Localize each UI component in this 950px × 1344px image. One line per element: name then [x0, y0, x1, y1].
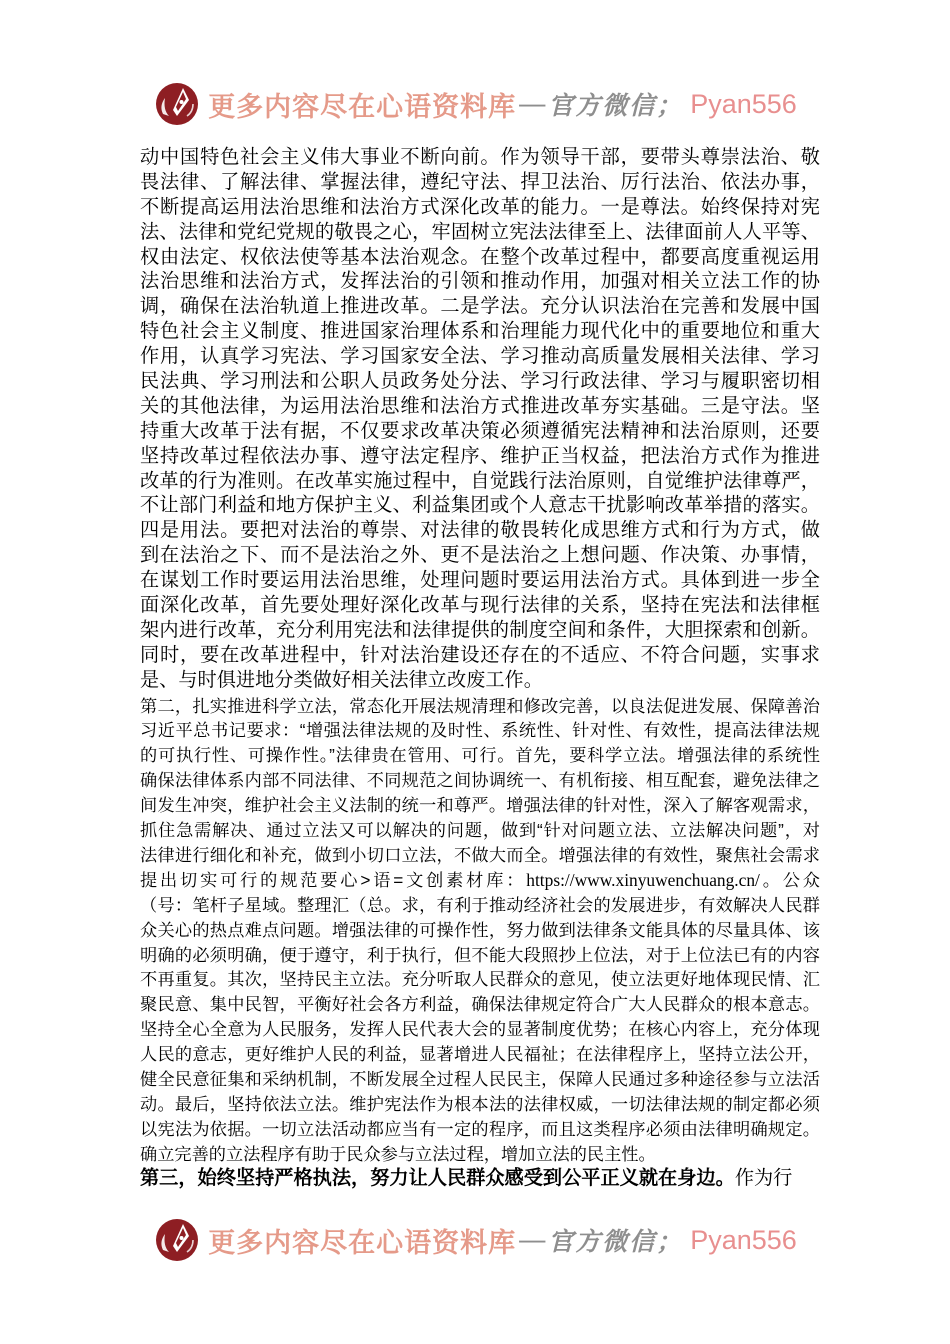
- text-line: [140, 345, 820, 370]
- text-line: [140, 1042, 820, 1067]
- text-line: [140, 818, 820, 843]
- text-line: [140, 420, 820, 445]
- text-segment: 同时，要在改革进程中，针对法治建设还存在的不适应、不符合问题，实事求: [140, 644, 820, 666]
- text-segment: 作为行: [734, 1167, 793, 1189]
- text-line: [140, 1117, 820, 1142]
- text-segment: 坚持改革过程依法办事、遵守法定程序、维护正当权益，把法治方式作为推进: [140, 445, 820, 467]
- text-segment: https://www.xinyuwenchuang.cn/: [526, 869, 760, 890]
- text-segment: 习近平总书记要求：“增强法律法规的及时性、系统性、针对性、有效性，提高法律法规: [140, 720, 820, 741]
- text-line: [140, 669, 820, 694]
- text-line: [140, 395, 820, 420]
- text-segment: 动中国特色社会主义伟大事业不断向前。作为领导干部，要带头尊崇法治、敬: [140, 147, 820, 168]
- text-line: [140, 1017, 820, 1042]
- text-line: [140, 768, 820, 793]
- text-segment: （号：笔杆子星域。整理汇（总。求，有利于推动经济社会的发展进步，有效解决人民群: [140, 894, 820, 915]
- text-segment: 间发生冲突，维护社会主义法制的统一和尊严。增强法律的针对性，深入了解客观需求，: [140, 795, 820, 816]
- text-segment: 以宪法为依据。一切立法活动都应当有一定的程序，而且这类程序必须由法律明确规定。: [140, 1118, 820, 1139]
- watermark-wechat-id: Pyan556: [690, 88, 797, 119]
- text-segment: 调，确保在法治轨道上推进改革。二是学法。充分认识法治在完善和发展中国: [140, 296, 820, 318]
- text-segment: 在谋划工作时要运用法治思维，处理问题时要运用法治方式。具体到进一步全: [140, 570, 820, 592]
- text-line: [140, 992, 820, 1017]
- text-line: [140, 196, 820, 221]
- text-line: [140, 569, 820, 594]
- watermark-wechat-label: 官方微信；: [548, 1229, 684, 1256]
- pen-nib-circle-icon: [153, 80, 201, 128]
- text-segment: 关的其他法律，为运用法治思维和法治方式推进改革夯实基础。三是守法。坚: [140, 395, 820, 417]
- text-line: [140, 470, 820, 495]
- text-line: [140, 967, 820, 992]
- text-segment: 第二，扎实推进科学立法，常态化开展法规清理和修改完善，以良法促进发展、保障善治: [140, 695, 820, 716]
- text-line: [140, 445, 820, 470]
- watermark-brand-text: 更多内容尽在心语资料库: [208, 91, 517, 122]
- text-line: [140, 320, 820, 345]
- text-segment: 作用，认真学习宪法、学习国家安全法、学习推动高质量发展相关法律、学习: [140, 346, 820, 368]
- text-segment: 动。最后，坚持依法立法。维护宪法作为根本法的法律权威，一切法律法规的制定都必须: [140, 1093, 820, 1114]
- text-segment: 众关心的热点难点问题。增强法律的可操作性，努力做到法律条文能具体的尽量具体、该: [140, 919, 820, 940]
- text-segment: 人民的意志，更好维护人民的利益，显著增进人民福祉；在法律程序上，坚持立法公开，: [140, 1044, 820, 1065]
- text-segment: 畏法律、了解法律、掌握法律，遵纪守法、捍卫法治、厉行法治、依法办事，: [140, 171, 820, 193]
- text-segment: 不再重复。其次，坚持民主立法。充分听取人民群众的意见，使立法更好地体现民情、汇: [140, 969, 820, 990]
- text-segment: 第三，始终坚持严格执法，努力让人民群众感受到公平正义就在身边。: [140, 1167, 735, 1189]
- text-segment: 特色社会主义制度、推进国家治理体系和治理能力现代化中的重要地位和重大: [140, 321, 820, 343]
- pen-nib-circle-icon: [153, 1216, 201, 1264]
- text-line: [140, 171, 820, 196]
- text-segment: 健全民意征集和采纳机制，不断发展全过程人民民主，保障人民通过多种途径参与立法活: [140, 1068, 820, 1089]
- text-line: [140, 718, 820, 743]
- text-line: [140, 1067, 820, 1092]
- text-line: [140, 270, 820, 295]
- text-line: [140, 619, 820, 644]
- text-segment: 面深化改革，首先要处理好深化改革与现行法律的关系，坚持在宪法和法律框: [140, 595, 820, 617]
- text-segment: 到在法治之下、而不是法治之外、更不是法治之上想问题、作决策、办事情，: [140, 545, 820, 567]
- text-segment: 是、与时俱进地分类做好相关法律立改废工作。: [140, 669, 543, 691]
- text-line: [140, 843, 820, 868]
- text-line: [140, 594, 820, 619]
- text-line: [140, 544, 820, 569]
- watermark-footer: [0, 1214, 950, 1266]
- text-line: [140, 1092, 820, 1117]
- text-segment: 法、法律和党纪党规的敬畏之心，牢固树立宪法法律至上、法律面前人人平等、: [140, 221, 820, 243]
- text-segment: 持重大改革于法有据，不仅要求改革决策必须遵循宪法精神和法治原则，还要: [140, 420, 820, 442]
- text-line: [140, 743, 820, 768]
- text-segment: 四是用法。要把对法治的尊崇、对法律的敬畏转化成思维方式和行为方式，做: [140, 520, 820, 542]
- text-line: [140, 918, 820, 943]
- text-segment: 不让部门利益和地方保护主义、利益集团或个人意志干扰影响改革举措的落实。: [140, 495, 820, 517]
- text-line: [140, 146, 820, 171]
- text-line: [140, 370, 820, 395]
- text-line: [140, 295, 820, 320]
- text-line: [140, 868, 820, 893]
- text-line: [140, 494, 820, 519]
- text-segment: 民法典、学习刑法和公职人员政务处分法、学习行政法律、学习与履职密切相: [140, 371, 820, 393]
- text-segment: 的可执行性、可操作性。”法律贵在管用、可行。首先，要科学立法。增强法律的系统性: [140, 745, 820, 766]
- text-segment: 聚民意、集中民智，平衡好社会各方利益，确保法律规定符合广大人民群众的根本意志。: [140, 994, 820, 1015]
- text-line: [140, 1167, 820, 1192]
- text-line: [140, 644, 820, 669]
- text-line: [140, 943, 820, 968]
- text-segment: 架内进行改革，充分利用宪法和法律提供的制度空间和条件，大胆探索和创新。: [140, 619, 820, 641]
- text-segment: 法治思维和法治方式，发挥法治的引领和推动作用，加强对相关立法工作的协: [140, 271, 820, 293]
- watermark-brand-text: 更多内容尽在心语资料库: [208, 1227, 517, 1258]
- watermark-dash: —: [519, 1225, 546, 1254]
- text-line: [140, 1142, 820, 1167]
- text-segment: 改革的行为准则。在改革实施过程中，自觉践行法治原则，自觉维护法律尊严，: [140, 470, 820, 492]
- text-line: [140, 793, 820, 818]
- watermark-dash: —: [519, 89, 546, 118]
- text-line: [140, 221, 820, 246]
- text-segment: 坚持全心全意为人民服务，发挥人民代表大会的显著制度优势；在核心内容上，充分体现: [140, 1019, 820, 1040]
- document-body: [140, 146, 820, 1191]
- text-line: [140, 893, 820, 918]
- text-segment: 抓住急需解决、通过立法又可以解决的问题，做到“针对问题立法、立法解决问题”，对: [140, 820, 820, 841]
- text-line: [140, 519, 820, 544]
- text-segment: 确保法律体系内部不同法律、不同规范之间协调统一、有机衔接、相互配套，避免法律之: [140, 770, 820, 791]
- text-segment: 。公众: [759, 869, 820, 890]
- watermark-wechat-label: 官方微信；: [548, 93, 684, 120]
- text-segment: 法律进行细化和补充，做到小切口立法，不做大而全。增强法律的有效性，聚焦社会需求: [140, 844, 820, 865]
- text-segment: 权由法定、权依法使等基本法治观念。在整个改革过程中，都要高度重视运用: [140, 246, 820, 268]
- text-segment: 不断提高运用法治思维和法治方式深化改革的能力。一是尊法。始终保持对宪: [140, 196, 820, 218]
- watermark-wechat-id: Pyan556: [690, 1224, 797, 1255]
- text-segment: 确立完善的立法程序有助于民众参与立法过程，增加立法的民主性。: [140, 1143, 656, 1164]
- text-segment: 提出切实可行的规范要心>语=文创素材库：: [140, 869, 527, 890]
- text-line: [140, 246, 820, 271]
- text-line: [140, 694, 820, 719]
- watermark-header: [0, 78, 950, 130]
- text-segment: 明确的必须明确，便于遵守，利于执行，但不能大段照抄上位法，对于上位法已有的内容: [140, 944, 820, 965]
